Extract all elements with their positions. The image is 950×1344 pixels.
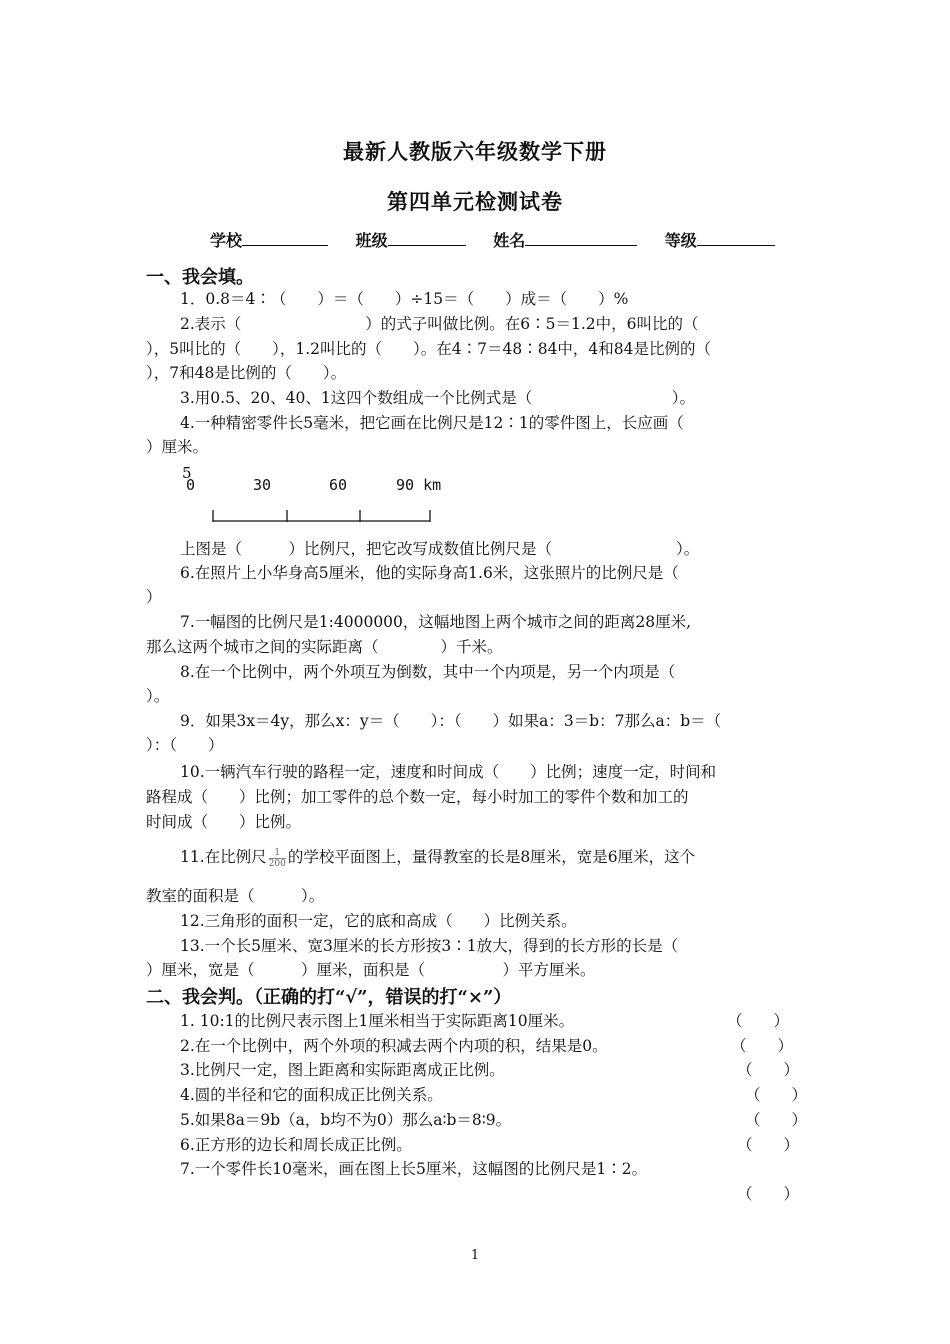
judge-item-3: 3.比例尺一定，图上距离和实际距离成正比例。 (180, 1061, 505, 1079)
question-6-line1: 6.在照片上小华身高5厘米，他的实际身高1.6米，这张照片的比例尺是（ (180, 564, 679, 582)
answer-blank-4[interactable]: （ ） (745, 1086, 808, 1104)
grade-field[interactable]: 等级 (665, 228, 775, 251)
exam-subtitle: 第四单元检测试卷 (387, 189, 563, 214)
question-6-line2: ） (146, 588, 162, 606)
name-field[interactable]: 姓名 (493, 228, 637, 251)
question-5-text: 上图是（ ）比例尺，把它改写成数值比例尺是（ ）。 (180, 540, 700, 558)
question-10-line1: 10.一辆汽车行驶的路程一定，速度和时间成（ ）比例；速度一定，时间和 (180, 763, 717, 781)
section2-heading: 二、我会判。（正确的打“√”，错误的打“×”） (146, 987, 512, 1008)
question-4-line2: ）厘米。 (146, 438, 209, 456)
answer-blank-2[interactable]: （ ） (731, 1037, 794, 1055)
scale-label: 90 km (396, 476, 442, 494)
answer-blank-5[interactable]: （ ） (745, 1111, 808, 1129)
answer-blank-6[interactable]: （ ） (737, 1136, 800, 1154)
exam-title: 最新人教版六年级数学下册 (343, 139, 607, 164)
question-10-line2: 路程成（ ）比例；加工零件的总个数一定，每小时加工的零件个数和加工的 (146, 788, 689, 806)
question-9-line1: 9．如果3x＝4y，那么x：y＝（ ）：（ ）如果a：3＝b：7那么a：b＝（ (180, 712, 722, 730)
question-7-line1: 7.一幅图的比例尺是1:4000000，这幅地图上两个城市之间的距离28厘米, (180, 613, 692, 631)
question-2-line1: 2.表示（ ）的式子叫做比例。在6∶5＝1.2中，6叫比的（ (180, 315, 699, 333)
judge-item-1: 1. 10:1的比例尺表示图上1厘米相当于实际距离10厘米。 (180, 1012, 575, 1030)
section1-heading: 一、我会填。 (146, 267, 254, 288)
line-scale-bar (210, 508, 434, 524)
question-1: 1．0.8＝4∶（ ）＝（ ）÷15＝（ ）成＝（ ）% (180, 290, 629, 308)
question-13-line1: 13.一个长5厘米、宽3厘米的长方形按3∶1放大，得到的长方形的长是（ (180, 937, 679, 955)
scale-label: 60 (329, 476, 348, 494)
scale-label: 0 (186, 476, 196, 494)
question-9-line2: ）：（ ） (146, 736, 224, 754)
judge-item-6: 6.正方形的边长和周长成正比例。 (180, 1136, 412, 1154)
question-4-line1: 4.一种精密零件长5毫米，把它画在比例尺是12∶1的零件图上，长应画（ (180, 414, 684, 432)
question-11-line1: 11.在比例尺 $\frac{1}{200}$ 的学校平面图上，量得教室的长是8厘米，宽是6厘米，这个 (180, 847, 696, 869)
student-info-row (210, 228, 797, 251)
question-7-line2: 那么这两个城市之间的实际距离（ ）千米。 (146, 638, 503, 656)
answer-blank-7[interactable]: （ ） (737, 1185, 800, 1203)
scale-label: 30 (253, 476, 272, 494)
judge-item-4: 4.圆的半径和它的面积成正比例关系。 (180, 1086, 443, 1104)
question-8-line1: 8.在一个比例中，两个外项互为倒数，其中一个内项是，另一个内项是（ (180, 663, 676, 681)
school-field[interactable]: 学校 (210, 228, 328, 251)
judge-item-5: 5.如果8a＝9b（a，b均不为0）那么a∶b＝8∶9。 (180, 1111, 512, 1129)
scale-fraction: $\frac{1}{200}$ (268, 847, 286, 869)
question-2-line3: ），7和48是比例的（ ）。 (146, 364, 347, 382)
question-13-line2: ）厘米，宽是（ ）厘米，面积是（ ）平方厘米。 (146, 961, 596, 979)
answer-blank-3[interactable]: （ ） (737, 1061, 800, 1079)
question-8-line2: ）。 (146, 687, 170, 705)
question-10-line3: 时间成（ ）比例。 (146, 813, 302, 831)
question-3: 3.用0.5、20、40、1这四个数组成一个比例式是（ ）。 (180, 389, 695, 407)
question-12: 12.三角形的面积一定，它的底和高成（ ）比例关系。 (180, 912, 577, 930)
page-number: 1 (470, 1248, 480, 1263)
question-11-line2: 教室的面积是（ ）。 (146, 887, 325, 905)
answer-blank-1[interactable]: （ ） (727, 1012, 790, 1030)
judge-item-7: 7.一个零件长10毫米，画在图上长5厘米，这幅图的比例尺是1∶2。 (180, 1160, 648, 1178)
class-field[interactable]: 班级 (356, 228, 466, 251)
question-2-line2: ），5叫比的（ ），1.2叫比的（ ）。在4∶7＝48∶84中，4和84是比例的（ (146, 340, 712, 358)
judge-item-2: 2.在一个比例中，两个外项的积减去两个内项的积，结果是0。 (180, 1037, 608, 1055)
question-5-number: 5 (182, 464, 192, 482)
